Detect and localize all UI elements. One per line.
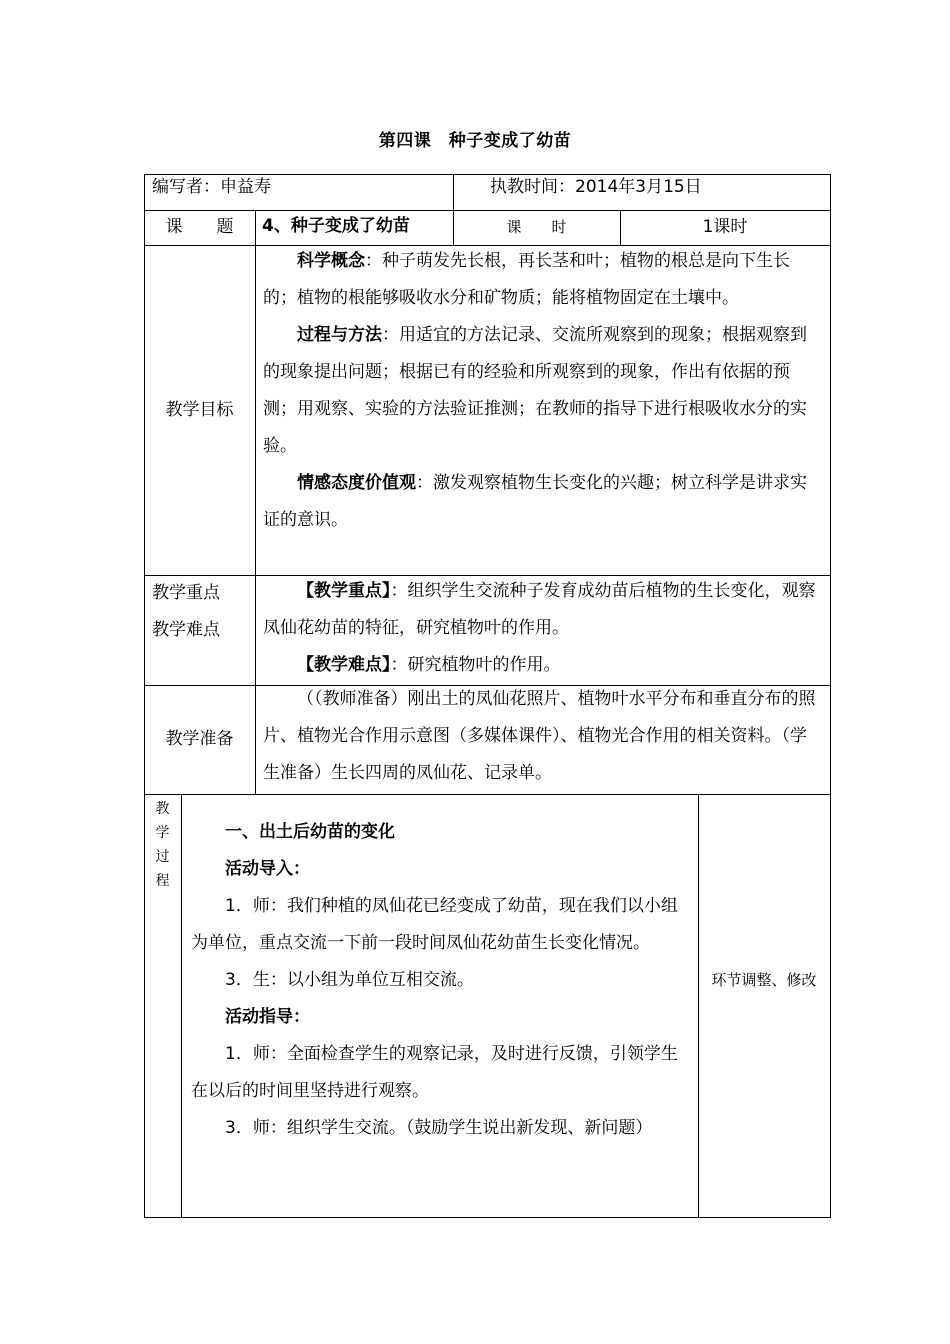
process-method [263, 317, 821, 465]
attitude-text: ：激发观察植物生长变化的兴趣；树立科学是讲求实证的意识。 [263, 473, 807, 530]
intro-label: 活动导入： [225, 859, 310, 879]
guide-item: 3．师：组织学生交流。（鼓励学生说出新发现、新问题） [225, 1118, 653, 1138]
focus-text: ：组织学生交流种子发育成幼苗后植物的生长变化，观察凤仙花幼苗的特征，研究植物叶的作用。 [263, 581, 816, 638]
process-content [191, 814, 691, 1147]
document-title: 第四课 种子变成了幼苗 [378, 131, 572, 151]
intro-item: 1．师：我们种植的凤仙花已经变成了幼苗，现在我们以小组为单位，重点交流一下前一段时间凤仙花幼苗生长变化情况。 [191, 896, 678, 953]
keypoints-labels [152, 575, 252, 649]
science-concept [263, 243, 821, 317]
intro-item: 3．生：以小组为单位互相交流。 [225, 970, 474, 990]
section-title: 一、出土后幼苗的变化 [225, 822, 395, 842]
focus-label: 【教学重点】 [297, 581, 391, 601]
attitude-label: 情感态度价值观 [297, 473, 416, 493]
date-cell: 执教时间：2014年3月15日 [490, 177, 702, 197]
preparation-label: 教学准备 [165, 729, 234, 749]
science-text: ：种子萌发先长根，再长茎和叶；植物的根总是向下生长的；植物的根能够吸收水分和矿物质；能将植物固定在土壤中。 [263, 251, 790, 308]
difficulty-paragraph [263, 647, 821, 684]
difficulty-label: 【教学难点】 [297, 655, 391, 675]
science-label: 科学概念 [297, 251, 365, 271]
focus-row-label: 教学重点 [152, 583, 220, 603]
adjustment-note: 环节调整、修改 [711, 971, 817, 989]
preparation-content [263, 681, 821, 792]
guide-label: 活动指导： [225, 1007, 310, 1027]
topic-label: 课 题 [165, 217, 234, 237]
difficulty-text: ：研究植物叶的作用。 [390, 655, 561, 675]
process-label-vertical: 教 学 过 程 [155, 801, 170, 889]
focus-paragraph [263, 573, 821, 647]
keypoints-content [263, 573, 821, 684]
objectives-content [263, 243, 821, 539]
author-cell: 编写者：申益寿 [152, 177, 271, 197]
hours-value: 1课时 [702, 217, 748, 237]
process-text: ：用适宜的方法记录、交流所观察到的现象；根据观察到的现象提出问题；根据已有的经验和所观察到的现象，作出有依据的预测；用观察、实验的方法验证推测；在教师的指导下进行根吸收水分的实验。 [263, 325, 807, 456]
preparation-text: （（教师准备）刚出土的凤仙花照片、植物叶水平分布和垂直分布的照片、植物光合作用示意图（多媒体课件）、植物光合作用的相关资料。（学生准备）生长四周的凤仙花、记录单。 [263, 689, 816, 783]
difficulty-row-label: 教学难点 [152, 620, 220, 640]
objectives-label: 教学目标 [165, 399, 234, 420]
guide-item: 1．师：全面检查学生的观察记录，及时进行反馈，引领学生在以后的时间里坚持进行观察。 [191, 1044, 678, 1101]
process-label: 过程与方法 [297, 325, 382, 345]
hours-label: 课 时 [506, 218, 567, 236]
attitude-values [263, 465, 821, 539]
topic-value: 4、种子变成了幼苗 [262, 216, 410, 236]
